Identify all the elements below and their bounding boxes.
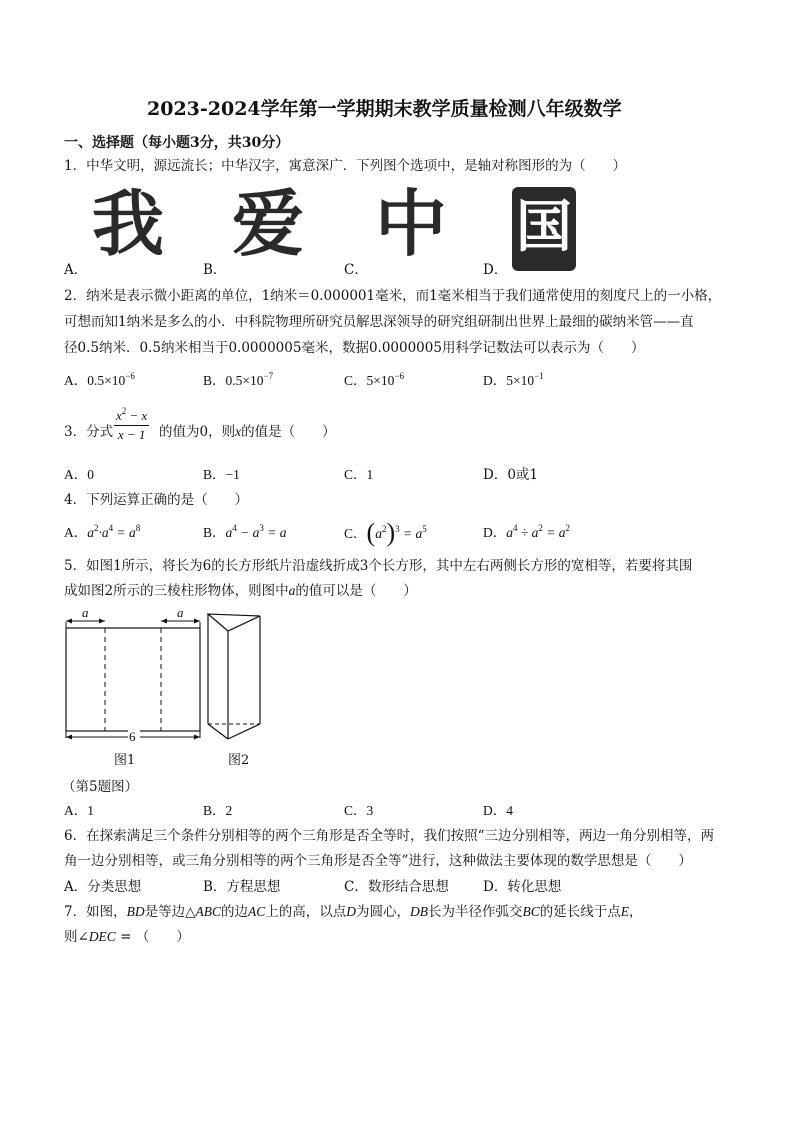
question-3-option-d: D．0或1 [483,467,539,483]
question-2-option-d: D．$5\times 10^{-1}$ [483,371,544,388]
question-6-option-d: D．转化思想 [483,879,562,895]
page-title: 2023-2024学年第一学期期末教学质量检测八年级数学 [147,98,622,120]
question-6-line-2: 角一边分别相等，或三角分别相等的两个三角形是否全等”进行，这种做法主要体现的数学思想是（ ） [64,853,692,869]
arrow-icon [161,619,167,624]
question-3-suffix: 的值为0，则x的值是（ ） [159,424,336,440]
option-d-label: D． [483,262,508,278]
option-a-label: A． [64,262,88,278]
figure-1-length-label: 6 [129,729,136,744]
question-6-line-1: 6．在探索满足三个条件分别相等的两个三角形是否全等时，我们按照“三边分别相等，两边一角分别相等，两 [64,828,714,844]
figure-2-bottom-right [228,724,260,739]
question-5-line-1: 5．如图1所示，将长为6的长方形纸片沿虚线折成3个长方形，其中左右两侧长方形的宽相等，若要将其围 [64,558,693,574]
figure-2-caption: 图2 [228,753,250,768]
arrow-icon [194,619,200,624]
option-a-glyph: 我 [92,182,165,266]
figure-1-rectangle [66,628,200,731]
question-2-option-c: C．$5\times 10^{-6}$ [344,371,404,388]
arrow-icon [194,735,200,740]
question-4-option-d: D．$a^4 \div a^2 = a^2$ [483,523,571,540]
question-4-option-a: A．$a^2\cdot a^4 = a^8$ [64,523,141,540]
question-3-option-c: C．1 [344,467,374,482]
question-4-option-c: C．$(a^2)^3 = a^5$ [344,518,427,547]
question-1-text: 1．中华文明，源远流长；中华汉字，寓意深广．下列图个选项中，是轴对称图形的为（ ） [64,158,627,174]
option-b-label: B． [203,262,227,278]
figure-1-caption: 图1 [114,753,136,768]
question-5-option-d: D．4 [483,803,513,818]
question-3-option-b: B．−1 [203,467,240,482]
figure-2-bottom-left [208,724,228,739]
question-2-line-3: 径0.5纳米．0.5纳米相当于0.0000005毫米，数据0.0000005用科学记数法可以表示为（ ） [64,340,645,356]
question-3-option-a: A．0 [64,467,94,482]
section-header: 一、选择题（每小题3分，共30分） [64,135,290,151]
option-b-glyph: 爱 [232,182,305,266]
question-7-line-1: 7．如图，BD是等边△ABC的边AC上的高，以点D为圆心，DB长为半径作弧交BC的延长线于点E， [64,904,643,920]
question-5-figure-note: （第5题图） [62,779,139,795]
question-3-prefix: 3．分式 [64,424,114,440]
option-d-glyph-frame [512,187,576,271]
option-c-glyph: 中 [375,182,448,266]
option-c-label: C． [344,262,368,278]
arrow-icon [99,619,105,624]
option-d-glyph: 国 [516,195,572,260]
figure-2-top-face [208,614,260,631]
question-4-option-b: B．$a^4 - a^3 = a$ [203,523,287,540]
question-5-line-2: 成如图2所示的三棱柱形物体，则图中a的值可以是（ ） [64,583,417,599]
question-7-line-2: 则∠DEC = （ ） [64,929,190,945]
question-3-fraction: $\frac{x^2 - x}{x - 1}$ [116,406,148,442]
question-5-figures [60,604,280,779]
question-5-option-c: C．3 [344,803,374,818]
question-5-option-a: A．1 [64,803,94,818]
figure-1-a-left-label: a [82,605,89,620]
question-4-text: 4．下列运算正确的是（ ） [64,492,249,508]
question-2-option-a: A．$0.5\times 10^{-6}$ [64,371,135,388]
question-5-option-b: B．2 [203,803,233,818]
figure-1-a-right-label: a [177,605,184,620]
question-2-line-1: 2．纳米是表示微小距离的单位，1纳米＝0.000001毫米，而1毫米相当于我们通常使用的刻度尺上的一小格， [64,288,722,304]
question-2-line-2: 可想而知1纳米是多么的小．中科院物理所研究员解思深领导的研究组研制出世界上最细的碳纳米管——直 [64,314,694,330]
question-2-option-b: B．$0.5\times 10^{-7}$ [203,371,274,388]
question-6-option-a: A．分类思想 [64,879,142,895]
question-6-option-b: B．方程思想 [203,879,281,895]
arrow-icon [66,735,72,740]
question-6-option-c: C．数形结合思想 [344,879,449,895]
arrow-icon [66,619,72,624]
